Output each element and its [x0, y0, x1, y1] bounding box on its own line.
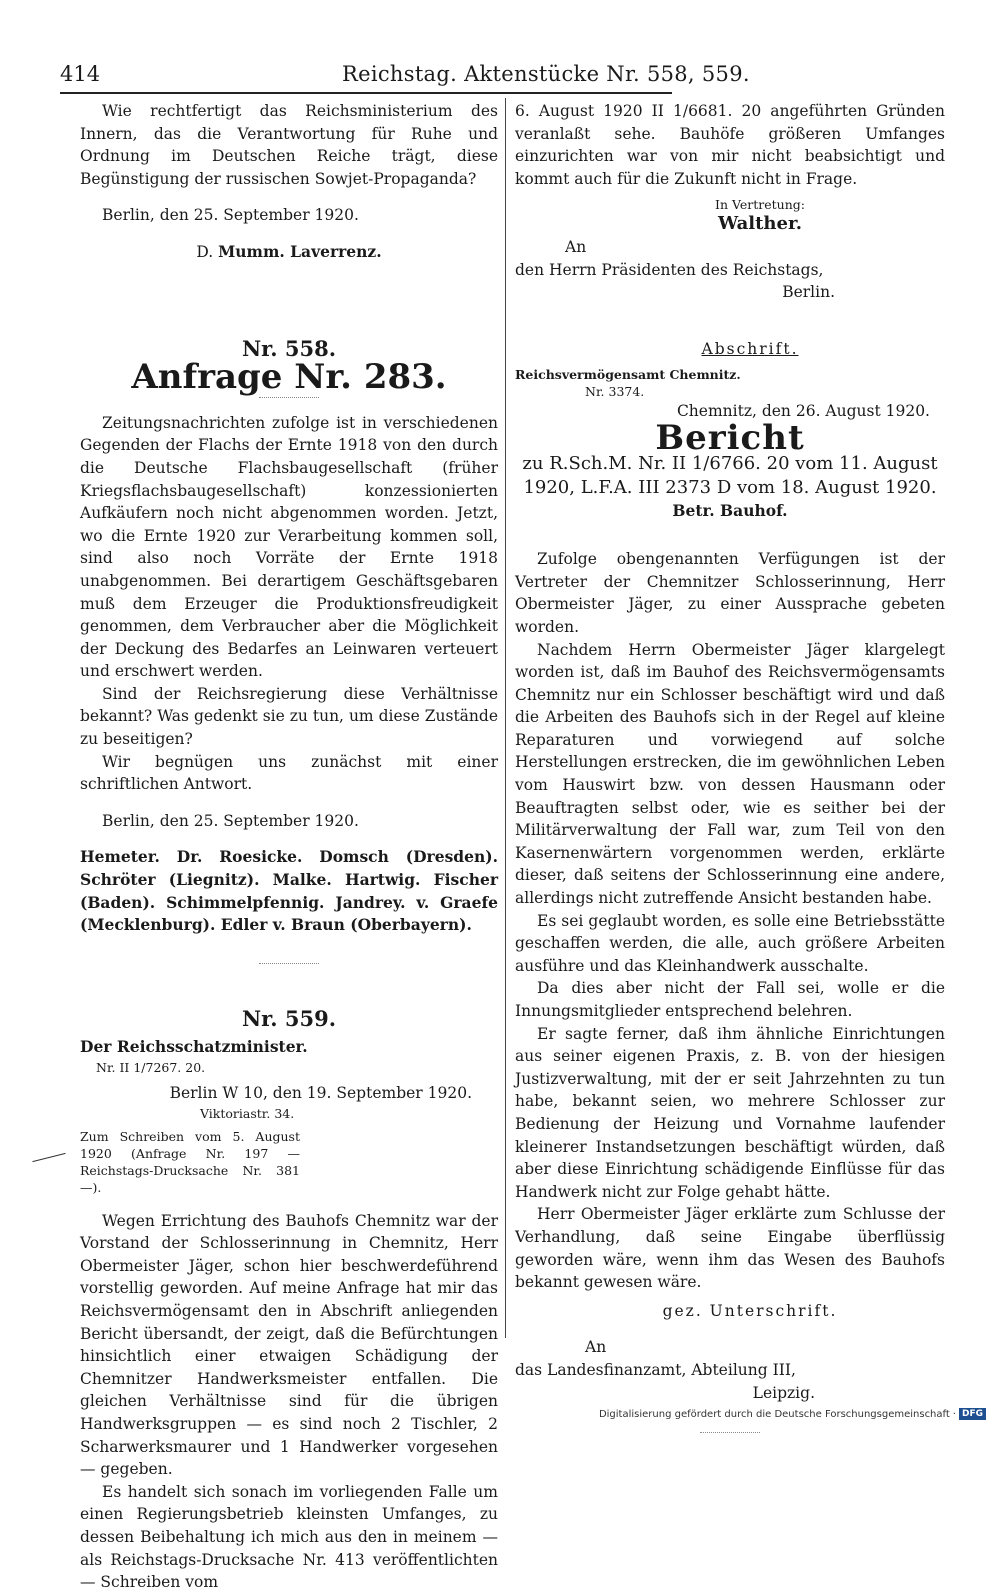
betreff-line: Betr. Bauhof. — [672, 500, 788, 520]
separator — [700, 1432, 760, 1433]
right-column — [515, 100, 945, 1441]
body-paragraph: Zeitungsnachrichten zufolge ist in verschiedenen Gegenden der Flachs der Ernte 1918 von den durch die Deutsche Flachsbaugesellschaft (früher Kriegsflachsbaugesellschaft) konzessionierten Aufkäufern noch nicht abgenommen worden. Jetzt, wo die Ernte 1920 zur Verarbeitung kommen soll, sind also noch Vorräte der Ernte 1918 unabgenommen. Bei derartigem Geschäftsgebaren muß dem Erzeuger die Produktionsfreudigkeit genommen, dem Verbraucher aber die Möglichkeit der Deckung des Bedarfes an Leinwaren verteuert und erschwert werden. — [80, 413, 498, 681]
office-name: Reichsvermögensamt Chemnitz. — [515, 367, 741, 383]
body-paragraph: Wegen Errichtung des Bauhofs Chemnitz war der Vorstand der Schlosserinnung in Chemnitz, Herr Obermeister Jäger, schon hier beschwerdeführend vorstellig geworden. Auf meine Anfrage hat mir das Reichsvermögensamt den in Abschrift anliegenden Bericht übersandt, der zeigt, daß die Befürchtungen hinsichtlich einer etwaigen Schädigung der Chemnitzer Handwerksmeister entfallen. Die gleichen Verhältnisse sind für die übrigen Handwerksgruppen — es sind noch 2 Tischler, 2 Scharwerksmaurer und 1 Handwerker vorgesehen — gegeben. — [80, 1211, 498, 1479]
section-number-559: Nr. 559. — [241, 1005, 337, 1031]
date-line: Chemnitz, den 26. August 1920. — [676, 402, 930, 421]
date-line: Berlin, den 25. September 1920. — [102, 811, 359, 830]
bericht-title: Bericht — [655, 417, 805, 458]
abschrift-heading: Abschrift. — [701, 339, 799, 358]
signature-prefix: D. — [196, 242, 214, 261]
addressee-an: An — [565, 237, 587, 256]
place-date: Berlin W 10, den 19. September 1920. — [169, 1084, 472, 1102]
bericht-subtitle: zu R.Sch.M. Nr. II 1/6766. 20 vom 11. August 1920, L.F.A. III 2373 D vom 18. August 1920. — [522, 452, 938, 498]
addressee: das Landesfinanzamt, Abteilung III, — [515, 1360, 796, 1379]
margin-mark — [32, 1153, 65, 1162]
addressee-city: Leipzig. — [752, 1383, 815, 1402]
reference-note: Zum Schreiben vom 5. August 1920 (Anfrage Nr. 197 — Reichstags-Drucksache Nr. 381 —). — [80, 1128, 300, 1195]
column-divider — [505, 98, 506, 1338]
header-rule — [60, 92, 672, 94]
addressee-an: An — [585, 1338, 607, 1357]
page-header — [60, 58, 750, 94]
separator — [259, 963, 319, 964]
addressee: den Herrn Präsidenten des Reichstags, — [515, 260, 824, 279]
vertretung-label: In Vertretung: — [715, 197, 805, 213]
intro-question: Wie rechtfertigt das Reichsministerium des Innern, das die Verantwortung für Ruhe und Ordnung im Deutschen Reiche trägt, diese Begünstigung der russischen Sowjet-Propaganda? — [80, 102, 498, 188]
anfrage-title: Anfrage Nr. 283. — [131, 357, 447, 398]
street-address: Viktoriastr. 34. — [200, 1105, 295, 1121]
dfg-logo: DFG — [959, 1408, 986, 1420]
body-paragraph: Nachdem Herrn Obermeister Jäger klargelegt worden ist, daß im Bauhof des Reichsvermögensamts Chemnitz nur ein Schlosser beschäftigt wird und daß die Arbeiten des Bauhofs sich in der Regel auf kleine Reparaturen und vorwiegend auf solche Herstellungen erstrecken, die im gewöhnlichen Leben vom Hauswirt bzw. von dessen Hausmann oder Beauftragten selbst oder, wie es seither bei der Militärverwaltung der Fall war, zum Teil von den Kasernenwärtern vorgenommen werden, erklärte dieser, daß seitens der Schlosserinnung eine andere, allerdings nicht zutreffende Ansicht bestanden habe. — [515, 640, 945, 908]
section-number-558: Nr. 558. — [241, 335, 337, 361]
footer: Digitalisierung gefördert durch die Deutsche Forschungsgemeinschaft · DFG — [599, 1408, 986, 1420]
addressee-city: Berlin. — [782, 283, 835, 302]
date-line: Berlin, den 25. September 1920. — [102, 206, 359, 225]
body-paragraph: Es handelt sich sonach im vorliegenden Falle um einen Regierungsbetrieb kleinsten Umfanges, zu dessen Beibehaltung ich mich aus den in meinem — als Reichstags-Drucksache Nr. 413 veröffentlichten — Schreiben vom — [80, 1482, 498, 1592]
gez-signature: gez. Unterschrift. — [662, 1301, 838, 1320]
body-paragraph: 6. August 1920 II 1/6681. 20 angeführten Gründen veranlaßt sehe. Bauhöfe größeren Umfanges einzurichten war von mir nicht beabsichtigt und kommt auch für die Zukunft nicht in Frage. — [515, 102, 945, 188]
walther-signature: Walther. — [717, 213, 803, 235]
office-reference: Nr. 3374. — [585, 384, 645, 400]
page-number: 414 — [60, 62, 101, 86]
running-title: Reichstag. Aktenstücke Nr. 558, 559. — [342, 62, 750, 86]
signatories: Hemeter. Dr. Roesicke. Domsch (Dresden). Schröter (Liegnitz). Malke. Hartwig. Fischer (Baden). Schimmelpfennig. Jandrey. v. Graefe (Mecklenburg). Edler v. Braun (Oberbayern). — [80, 847, 498, 935]
footer-text: Digitalisierung gefördert durch die Deutsche Forschungsgemeinschaft — [598, 1408, 950, 1420]
body-paragraph: Herr Obermeister Jäger erklärte zum Schlusse der Verhandlung, daß seine Eingabe überflüssig geworden wäre, wenn ihm das Wesen des Bauhofs bekannt gewesen wäre. — [515, 1205, 945, 1292]
signature-line — [80, 241, 498, 264]
body-paragraph: Er sagte ferner, daß ihm ähnliche Einrichtungen aus seiner eigenen Praxis, z. B. von der hiesigen Justizverwaltung, mit der er seit Jahrzehnten zu tun habe, bekannt seien, wo mehrere Schlosser zur Bedienung der Heizung und Vornahme laufender kleinerer Instandsetzungen beschäftigt würden, daß aber diese Einrichtung schädigende Einflüsse für das Handwerk nicht zur Folge gehabt hätte. — [515, 1024, 945, 1201]
signature-names: Mumm. Laverrenz. — [218, 241, 382, 261]
body-paragraph: Sind der Reichsregierung diese Verhältnisse bekannt? Was gedenkt sie zu tun, um diese Zustände zu beseitigen? — [80, 684, 498, 749]
minister-heading: Der Reichsschatzminister. — [80, 1037, 308, 1057]
body-paragraph: Wir begnügen uns zunächst mit einer schriftlichen Antwort. — [80, 752, 498, 794]
body-paragraph: Zufolge obengenannten Verfügungen ist der Vertreter der Chemnitzer Schlosserinnung, Herr Obermeister Jäger, zu einer Aussprache gebeten worden. — [515, 550, 945, 636]
body-paragraph: Da dies aber nicht der Fall sei, wolle er die Innungsmitglieder entsprechend belehren. — [515, 979, 945, 1020]
reference-number: Nr. II 1/7267. 20. — [96, 1060, 206, 1075]
left-column — [80, 100, 498, 1594]
body-paragraph: Es sei geglaubt worden, es solle eine Betriebsstätte geschaffen werden, die alle, auch größere Arbeiten ausführe und das Kleinhandwerk ausschalte. — [515, 911, 945, 975]
